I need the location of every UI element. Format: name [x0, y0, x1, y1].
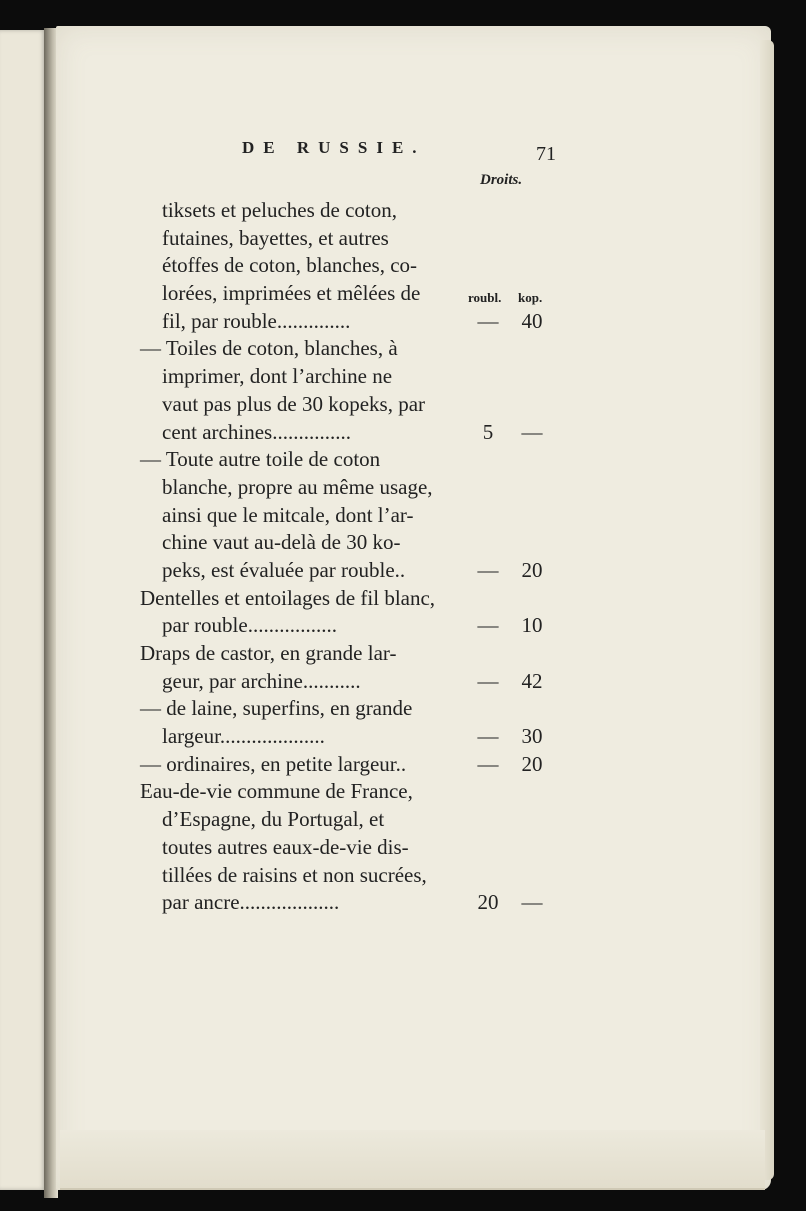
tariff-line-text: tillées de raisins et non sucrées, [162, 862, 427, 887]
tariff-line-text: — de laine, superfins, en grande [140, 696, 413, 721]
tariff-line [140, 723, 560, 751]
tariff-line-text: lorées, imprimées et mêlées de [162, 281, 421, 306]
duty-roubles: — [477, 724, 499, 749]
duty-kopecks: 42 [521, 668, 543, 693]
duty-roubles: 20 [477, 890, 499, 915]
running-head: DE RUSSIE. [242, 138, 426, 157]
tariff-line [140, 280, 560, 308]
tariff-line-text: étoffes de coton, blanches, co- [162, 253, 418, 278]
tariff-line-text: blanche, propre au même usage, [162, 474, 433, 499]
tariff-line [140, 834, 560, 862]
tariff-line [140, 585, 560, 613]
tariff-line [140, 446, 560, 474]
tariff-line-text: imprimer, dont l’archine ne [162, 364, 393, 389]
duty-roubles: — [477, 613, 499, 638]
tariff-line [140, 335, 560, 363]
tariff-line-text: — Toiles de coton, blanches, à [140, 336, 398, 361]
tariff-line [140, 502, 560, 530]
tariff-line-text: par rouble................. [162, 613, 337, 638]
page-number: 71 [536, 143, 556, 165]
tariff-line-text: toutes autres eaux-de-vie dis- [162, 834, 409, 859]
tariff-line [140, 640, 560, 668]
tariff-line [140, 695, 560, 723]
tariff-line-text: cent archines............... [162, 419, 351, 444]
tariff-line [140, 308, 560, 336]
duty-roubles: — [477, 668, 499, 693]
duty-roubles: — [477, 308, 499, 333]
tariff-line-text: fil, par rouble.............. [162, 308, 351, 333]
tariff-entries [140, 197, 560, 917]
tariff-line-text: Dentelles et entoilages de fil blanc, [140, 585, 436, 610]
tariff-line-text: chine vaut au-delà de 30 ko- [162, 530, 401, 555]
tariff-line [140, 806, 560, 834]
tariff-line [140, 778, 560, 806]
duty-roubles: — [477, 751, 499, 776]
page-fore-edge [760, 40, 774, 1180]
tariff-line [140, 474, 560, 502]
duty-kopecks: 30 [521, 724, 543, 749]
tariff-line [140, 419, 560, 447]
tariff-line [140, 612, 560, 640]
tariff-line-text: — ordinaires, en petite largeur.. [140, 751, 407, 776]
tariff-line-text: — Toute autre toile de coton [140, 447, 381, 472]
column-heading: Droits. [480, 172, 523, 188]
tariff-line-text: geur, par archine........... [162, 668, 361, 693]
tariff-line [140, 557, 560, 585]
tariff-line-text: Eau-de-vie commune de France, [140, 779, 413, 804]
tariff-line-text: d’Espagne, du Portugal, et [162, 807, 385, 832]
unit-kopecks: kop. [518, 290, 543, 305]
tariff-line [140, 668, 560, 696]
duty-kopecks: — [521, 890, 543, 915]
tariff-line [140, 862, 560, 890]
page-bottom-edge [60, 1130, 765, 1190]
tariff-line-text: largeur.................... [162, 724, 325, 749]
tariff-line-text: futaines, bayettes, et autres [162, 225, 389, 250]
tariff-line-text: par ancre................... [162, 890, 340, 915]
tariff-line [140, 529, 560, 557]
tariff-line-text: ainsi que le mitcale, dont l’ar- [162, 502, 414, 527]
tariff-line [140, 225, 560, 253]
tariff-line [140, 197, 560, 225]
duty-kopecks: — [521, 419, 543, 444]
tariff-line [140, 751, 560, 779]
duty-roubles: — [477, 557, 499, 582]
tariff-line [140, 363, 560, 391]
duty-kopecks: 20 [521, 557, 543, 582]
tariff-line-text: tiksets et peluches de coton, [162, 198, 398, 222]
duty-roubles: 5 [482, 419, 494, 444]
tariff-line-text: vaut pas plus de 30 kopeks, par [162, 391, 426, 416]
duty-kopecks: 10 [521, 613, 543, 638]
duty-kopecks: 40 [521, 308, 543, 333]
tariff-line [140, 889, 560, 917]
duty-kopecks: 20 [521, 751, 543, 776]
tariff-line-text: peks, est évaluée par rouble.. [162, 557, 406, 582]
unit-roubles: roubl. [468, 290, 502, 305]
tariff-line [140, 391, 560, 419]
tariff-line-text: Draps de castor, en grande lar- [140, 641, 397, 665]
tariff-line [140, 252, 560, 280]
facing-page-edge [0, 30, 46, 1190]
